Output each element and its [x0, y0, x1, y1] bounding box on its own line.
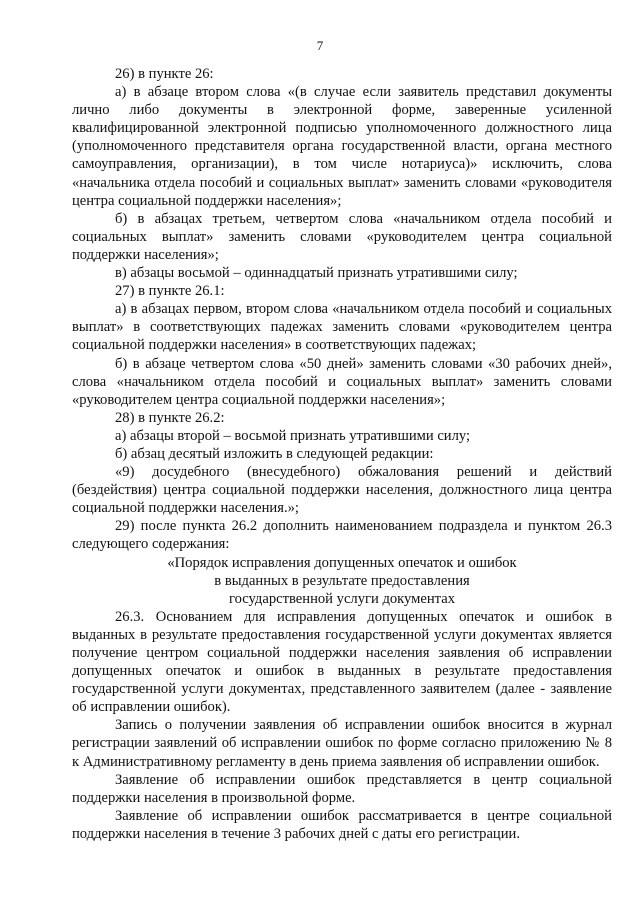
paragraph: 28) в пункте 26.2: — [115, 409, 225, 426]
paragraph: «9) досудебного (внесудебного) обжалования решений и действий (бездействия) центра социальной поддержки населения, должностного лица центра социальной поддержки населения.»; — [72, 464, 612, 517]
section-heading-line: «Порядок исправления допущенных опечаток и ошибок — [167, 554, 517, 571]
section-heading-line: государственной услуги документах — [228, 590, 456, 607]
document-body — [72, 65, 612, 843]
paragraph: а) в абзацах первом, втором слова «начальником отдела пособий и социальных выплат» в соответствующих падежах заменить словами «руководителем центра социальной поддержки населения» в соответствующих падежах; — [72, 301, 612, 354]
paragraph: 29) после пункта 26.2 дополнить наименованием подраздела и пунктом 26.3 следующего содержания: — [72, 518, 612, 553]
paragraph: б) в абзаце четвертом слова «50 дней» заменить словами «30 рабочих дней», слова «начальником отдела пособий и социальных выплат» заменить словами «руководителем центра социальной поддержки населения»; — [72, 355, 612, 408]
paragraph: б) абзац десятый изложить в следующей редакции: — [115, 445, 434, 462]
paragraph: 27) в пункте 26.1: — [115, 283, 225, 300]
paragraph: а) абзацы второй – восьмой признать утратившими силу; — [115, 427, 471, 444]
paragraph: б) в абзацах третьем, четвертом слова «начальником отдела пособий и социальных выплат» заменить словами «руководителем центра социальной поддержки населения»; — [72, 210, 612, 263]
section-heading-line: в выданных в результате предоставления — [214, 572, 470, 589]
paragraph: Запись о получении заявления об исправлении ошибок вносится в журнал регистрации заявлений об исправлении ошибок по форме согласно приложению № 8 к Административному регламенту в день приема заявления об исправлении ошибок. — [72, 717, 612, 770]
paragraph: в) абзацы восьмой – одиннадцатый признать утратившими силу; — [115, 265, 518, 282]
page-number: 7 — [316, 38, 324, 53]
paragraph: а) в абзаце втором слова «(в случае если заявитель представил документы лично либо документы в электронной форме, заверенные усиленной квалифицированной электронной подписью уполномоченного должностного лица (уполномоченного представителя органа государственной власти, органа местного самоуправления, организации), в том числе нотариуса)» исключить, слова «начальника отдела пособий и социальных выплат» заменить словами «руководителя центра социальной поддержки населения»; — [72, 84, 612, 209]
paragraph: Заявление об исправлении ошибок представляется в центр социальной поддержки населения в произвольной форме. — [72, 771, 612, 806]
paragraph: 26.3. Основанием для исправления допущенных опечаток и ошибок в выданных в результате предоставления государственной услуги документах является получение центром социальной поддержки населения заявления об исправлении допущенных опечаток и ошибок в выданных в результате предоставления государственной услуги документах, представленного заявителем (далее - заявление об исправлении ошибок). — [72, 608, 612, 716]
paragraph: Заявление об исправлении ошибок рассматривается в центре социальной поддержки населения в течение 3 рабочих дней с даты его регистрации. — [72, 807, 612, 842]
paragraph: 26) в пункте 26: — [115, 66, 214, 82]
